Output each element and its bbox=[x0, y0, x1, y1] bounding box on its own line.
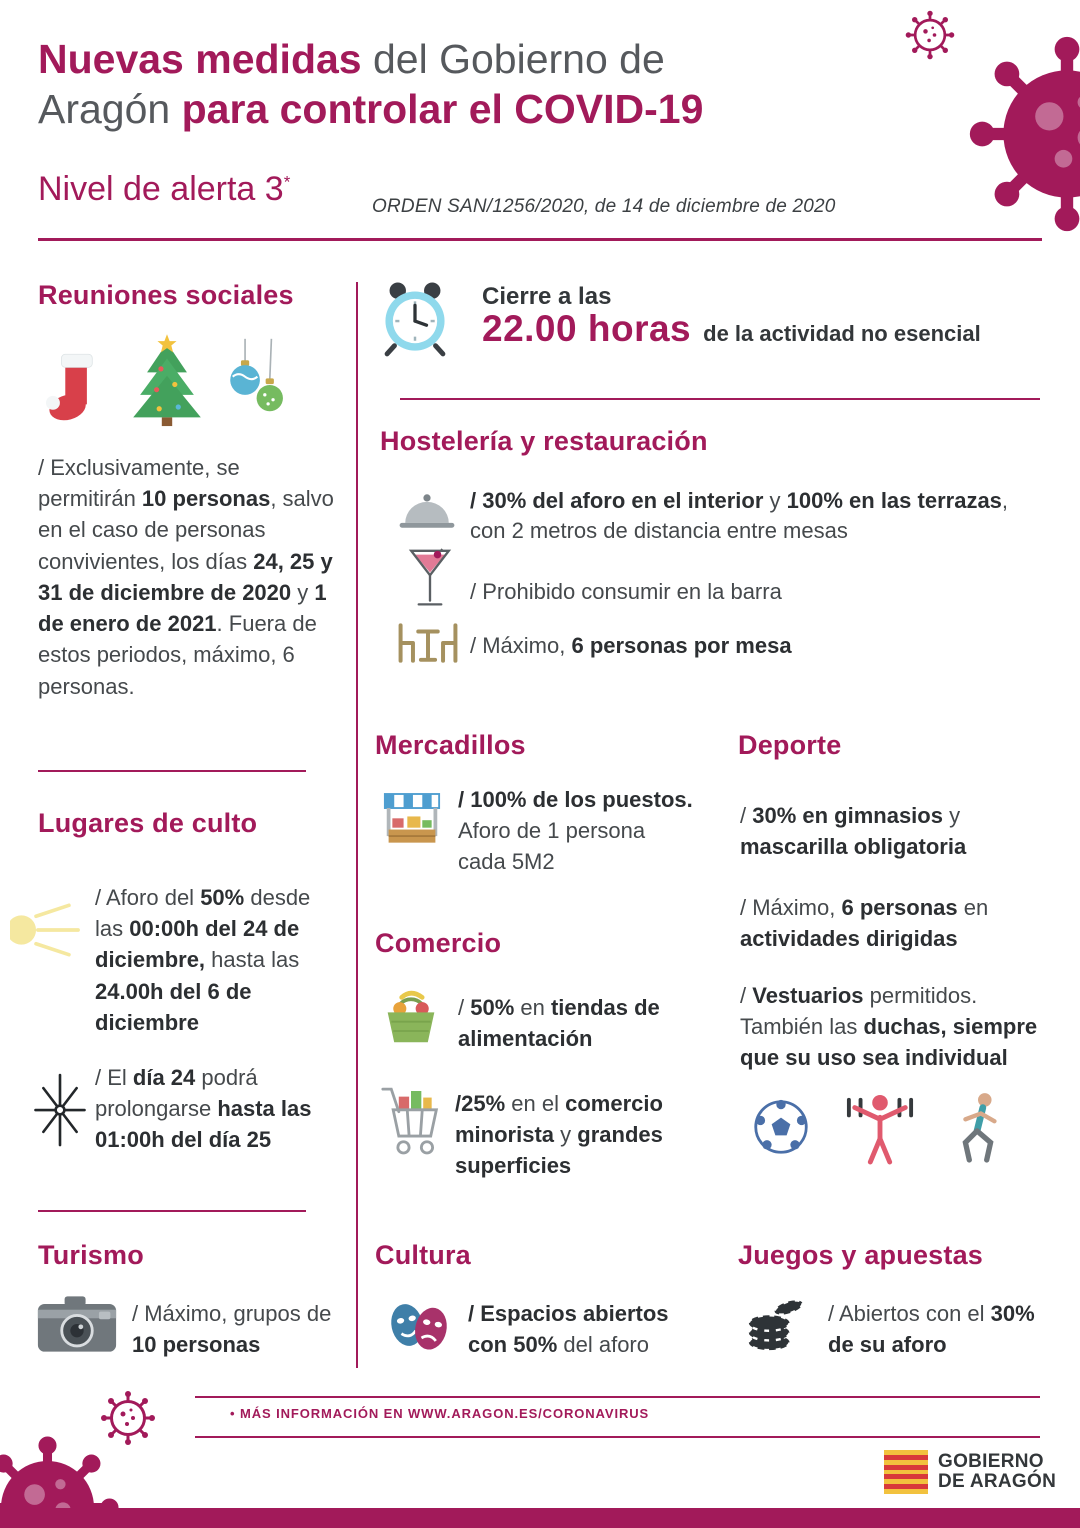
deporte-item: / Vestuarios permitidos. También las duchas, siempre que su uso sea individual bbox=[740, 983, 1038, 1071]
christmas-stocking-icon bbox=[46, 346, 100, 428]
soccer-ball-icon bbox=[752, 1098, 810, 1156]
footer-bullet: • bbox=[230, 1406, 236, 1421]
weightlifting-icon bbox=[845, 1090, 915, 1166]
virus-icon bbox=[903, 8, 957, 62]
theater-masks-icon bbox=[383, 1292, 455, 1358]
footer-rule-bottom bbox=[195, 1436, 1040, 1438]
section-title-turismo: Turismo bbox=[38, 1240, 144, 1270]
alarm-clock-icon bbox=[378, 280, 452, 358]
alert-footnote-mark: * bbox=[283, 172, 291, 192]
turismo-item: / Máximo, grupos de 10 personas bbox=[132, 1301, 332, 1358]
mercadillos-item: / 100% de los puestos. Aforo de 1 persona cada 5M2 bbox=[458, 787, 693, 875]
hosteleria-item: / Prohibido consumir en la barra bbox=[470, 579, 782, 604]
title-line-1 bbox=[38, 34, 703, 84]
culto-item: / Aforo del 50% desde las 00:00h del 24 de diciembre, hasta las 24.00h del 6 de diciembre bbox=[95, 885, 311, 1035]
section-title-culto: Lugares de culto bbox=[38, 808, 258, 838]
left-divider-1 bbox=[38, 770, 306, 772]
logo-line-1: GOBIERNO bbox=[938, 1451, 1044, 1473]
bottom-accent-bar bbox=[0, 1508, 1080, 1528]
logo-line-2: DE ARAGÓN bbox=[938, 1471, 1057, 1492]
footer-rule-top bbox=[195, 1396, 1040, 1398]
closure-divider bbox=[400, 398, 1040, 400]
reuniones-body: / Exclusivamente, se permitirán 10 personas, salvo en el caso de personas convivientes, los días 24, 25 y 31 de diciembre de 2020 y 1 de enero de 2021. Fuera de estos periodos, máximo, 6 personas. bbox=[38, 455, 334, 699]
order-reference: ORDEN SAN/1256/2020, de 14 de diciembre de 2020 bbox=[372, 196, 836, 217]
section-title-cultura: Cultura bbox=[375, 1240, 471, 1270]
comercio-item: /25% en el comercio minorista y grandes superficies bbox=[455, 1091, 663, 1179]
section-title-mercadillos: Mercadillos bbox=[375, 730, 526, 760]
table-and-chairs-icon bbox=[396, 620, 460, 666]
vertical-divider bbox=[356, 282, 358, 1368]
deporte-item: / Máximo, 6 personas en actividades dirigidas bbox=[740, 895, 989, 952]
alert-level-text: Nivel de alerta 3 bbox=[38, 170, 284, 208]
section-title-reuniones: Reuniones sociales bbox=[38, 280, 294, 310]
culto-item: / El día 24 podrá prolongarse hasta las 01:00h del día 25 bbox=[95, 1065, 312, 1153]
header-rule bbox=[38, 238, 1042, 241]
closure-intro: Cierre a las bbox=[482, 283, 612, 310]
title-rest-1: del Gobierno de bbox=[361, 36, 665, 82]
section-title-juegos: Juegos y apuestas bbox=[738, 1240, 984, 1270]
closure-time-line bbox=[482, 308, 981, 350]
sparkle-star-icon bbox=[32, 1072, 88, 1148]
sun-icon bbox=[10, 898, 84, 962]
cocktail-icon bbox=[408, 548, 452, 610]
camera-icon bbox=[36, 1292, 118, 1356]
section-title-deporte: Deporte bbox=[738, 730, 842, 760]
page-title bbox=[38, 34, 703, 134]
christmas-tree-icon bbox=[128, 334, 206, 428]
section-title-comercio: Comercio bbox=[375, 928, 502, 958]
closure-time: 22.00 horas bbox=[482, 308, 692, 349]
running-icon bbox=[948, 1090, 1008, 1166]
deporte-item: / 30% en gimnasios y mascarilla obligatoria bbox=[740, 803, 967, 860]
section-title-hosteleria: Hostelería y restauración bbox=[380, 426, 708, 456]
comercio-item: / 50% en tiendas de alimentación bbox=[458, 995, 660, 1052]
grocery-basket-icon bbox=[383, 988, 439, 1046]
serving-cloche-icon bbox=[398, 490, 456, 538]
gobierno-aragon-logo bbox=[884, 1450, 1056, 1494]
logo-text bbox=[938, 1452, 1056, 1492]
juegos-item: / Abiertos con el 30% de su aforo bbox=[828, 1301, 1035, 1358]
title-rest-2: Aragón bbox=[38, 86, 182, 133]
footer-info-prefix: MÁS INFORMACIÓN EN bbox=[239, 1406, 409, 1421]
market-stall-icon bbox=[383, 792, 441, 854]
virus-icon bbox=[952, 28, 1080, 240]
title-line-2 bbox=[38, 84, 703, 134]
footer-info bbox=[230, 1406, 649, 1421]
closure-scope: de la actividad no esencial bbox=[703, 321, 981, 346]
poker-chips-icon bbox=[744, 1292, 806, 1354]
footer-info-url: WWW.ARAGON.ES/CORONAVIRUS bbox=[408, 1406, 650, 1421]
title-accent-2: para controlar el COVID-19 bbox=[181, 86, 704, 133]
baubles-icon bbox=[222, 334, 292, 426]
cultura-item: / Espacios abiertos con 50% del aforo bbox=[468, 1301, 669, 1358]
left-divider-2 bbox=[38, 1210, 306, 1212]
hosteleria-item: / Máximo, 6 personas por mesa bbox=[470, 633, 792, 658]
aragon-flag-icon bbox=[884, 1450, 928, 1494]
hosteleria-item: / 30% del aforo en el interior y 100% en las terrazas, con 2 metros de distancia entre mesas bbox=[470, 488, 1009, 543]
alert-level bbox=[38, 170, 290, 209]
shopping-cart-icon bbox=[380, 1082, 442, 1162]
title-accent-1: Nuevas medidas bbox=[38, 36, 362, 82]
